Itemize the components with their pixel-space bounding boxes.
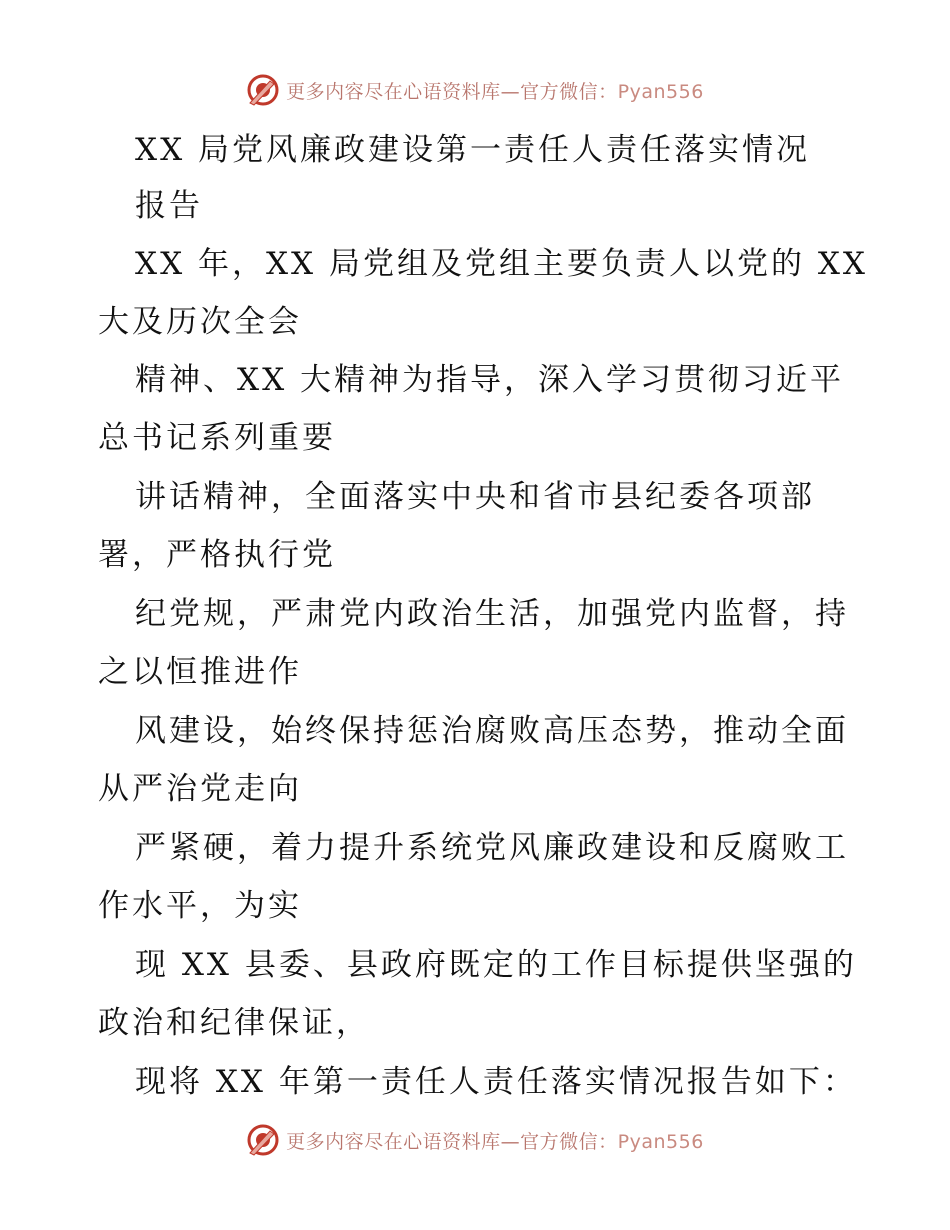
paragraph-line: 现将 XX 年第一责任人责任落实情况报告如下： [135, 1064, 857, 1100]
header-banner [0, 70, 950, 110]
paragraph-line: 风建设，始终保持惩治腐败高压态势，推动全面 [135, 713, 849, 749]
paragraph-line: 现 XX 县委、县政府既定的工作目标提供坚强的 [135, 947, 857, 983]
doc-title-line-1: XX 局党风廉政建设第一责任人责任落实情况 [135, 132, 810, 168]
paragraph-line: 严紧硬，着力提升系统党风廉政建设和反腐败工 [135, 830, 849, 866]
doc-title-line-2: 报告 [135, 188, 203, 224]
header-wechat-id: Pyan556 [617, 80, 704, 103]
footer-banner [0, 1120, 950, 1160]
footer-wechat-id: Pyan556 [617, 1130, 704, 1153]
paragraph-line: 署，严格执行党 [98, 537, 336, 573]
paragraph-line: 作水平，为实 [98, 888, 302, 924]
paragraph-line: 从严治党走向 [98, 771, 302, 807]
pen-logo-icon [246, 1123, 280, 1157]
paragraph-line: 纪党规，严肃党内政治生活，加强党内监督，持 [135, 596, 849, 632]
footer-banner-inner [246, 1123, 704, 1157]
paragraph-line: 精神、XX 大精神为指导，深入学习贯彻习近平 [135, 362, 844, 398]
pen-logo-icon [246, 73, 280, 107]
paragraph-line: 大及历次全会 [98, 304, 302, 340]
header-banner-inner [246, 73, 704, 107]
paragraph-line: 政治和纪律保证， [98, 1005, 370, 1041]
paragraph-line: 讲话精神，全面落实中央和省市县纪委各项部 [135, 479, 815, 515]
footer-banner-text: 更多内容尽在心语资料库—官方微信：Pyan556 [286, 1130, 704, 1153]
paragraph-line: XX 年，XX 局党组及党组主要负责人以党的 XX [135, 246, 868, 282]
paragraph-line: 总书记系列重要 [98, 420, 336, 456]
paragraph-line: 之以恒推进作 [98, 654, 302, 690]
header-banner-text: 更多内容尽在心语资料库—官方微信：Pyan556 [286, 80, 704, 103]
